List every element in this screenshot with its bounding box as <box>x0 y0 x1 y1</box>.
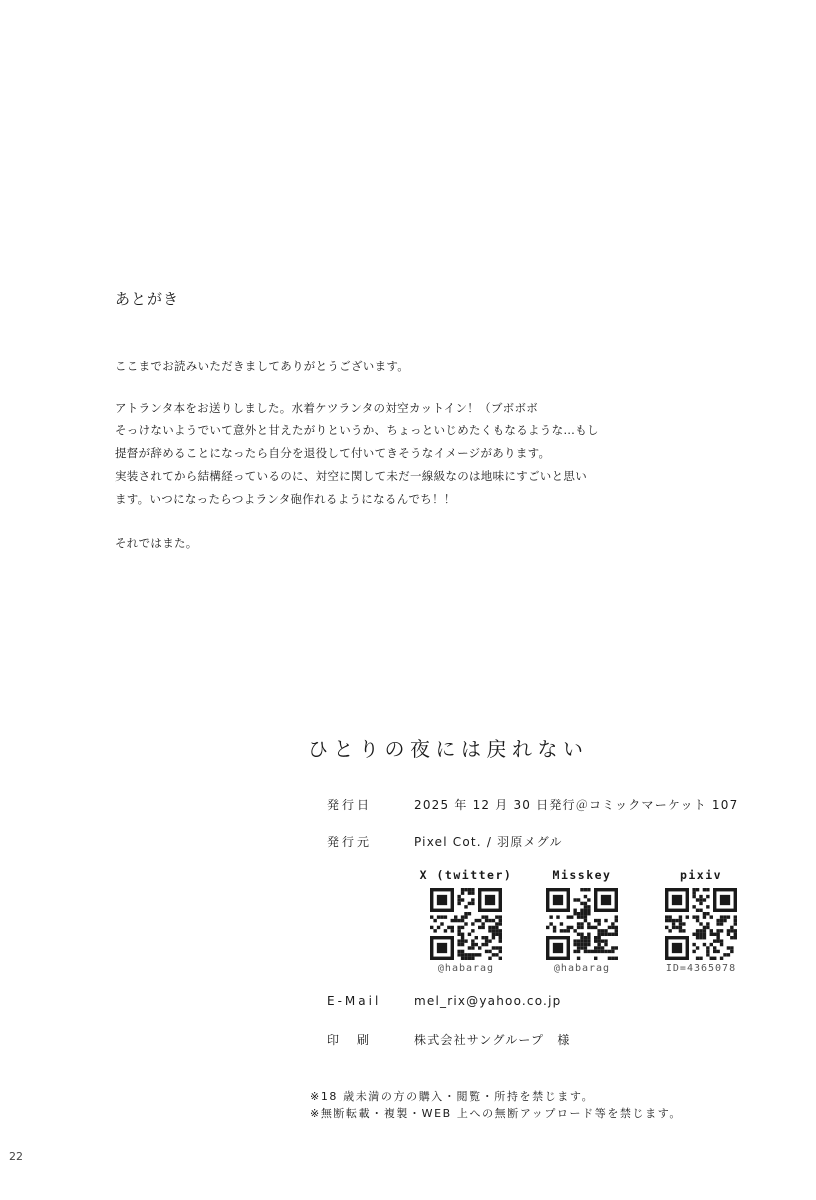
publisher-value: Pixel Cot. / 羽原メグル <box>414 835 563 849</box>
printer-value: 株式会社サングループ 様 <box>414 1033 571 1047</box>
afterword-paragraph: ここまでお読みいただきましてありがとうございます。 <box>115 359 410 373</box>
printer-label: 印 刷 <box>327 1033 373 1047</box>
afterword-paragraph: ます。いつになったらつよランタ砲作れるようになるんでち！！ <box>115 492 456 506</box>
issue-date-label: 発行日 <box>327 798 373 812</box>
sns-handle: @habarag <box>437 963 495 974</box>
email-value[interactable]: mel_rix@yahoo.co.jp <box>414 994 562 1008</box>
qr-code-icon[interactable] <box>665 888 737 960</box>
age-restriction-notice: ※18 歳未満の方の購入・閲覧・所持を禁じます。 <box>310 1090 595 1103</box>
email-label: E-Mail <box>327 994 382 1008</box>
qr-code-icon[interactable] <box>430 888 502 960</box>
publisher-label: 発行元 <box>327 835 373 849</box>
sns-name: X (twitter) <box>419 868 513 882</box>
page-number: 22 <box>9 1150 23 1163</box>
afterword-paragraph: 実装されてから結構経っているのに、対空に関して未だ一線級なのは地味にすごいと思い <box>115 469 587 483</box>
afterword-paragraph: そっけないようでいて意外と甘えたがりというか、ちょっといじめたくもなるような…もし <box>115 423 599 437</box>
issue-date-value: 2025 年 12 月 30 日発行＠コミックマーケット 107 <box>414 798 739 812</box>
afterword-title: あとがき <box>115 290 180 308</box>
book-title: ひとりの夜には戻れない <box>308 737 589 761</box>
sns-name: pixiv <box>679 868 723 882</box>
afterword-closing: それではまた。 <box>115 536 198 550</box>
sns-handle: @habarag <box>553 963 611 974</box>
reproduction-notice: ※無断転載・複製・WEB 上への無断アップロード等を禁じます。 <box>310 1107 683 1120</box>
sns-pixiv <box>646 868 756 974</box>
afterword-paragraph: アトランタ本をお送りしました。水着ケツランタの対空カットイン！（ブボボボ <box>115 401 539 415</box>
sns-name: Misskey <box>552 868 612 882</box>
sns-misskey <box>527 868 637 974</box>
afterword-paragraph: 提督が辞めることになったら自分を退役して付いてきそうなイメージがあります。 <box>115 446 551 460</box>
sns-x <box>411 868 521 974</box>
sns-handle: ID=4365078 <box>665 963 737 974</box>
qr-code-icon[interactable] <box>546 888 618 960</box>
